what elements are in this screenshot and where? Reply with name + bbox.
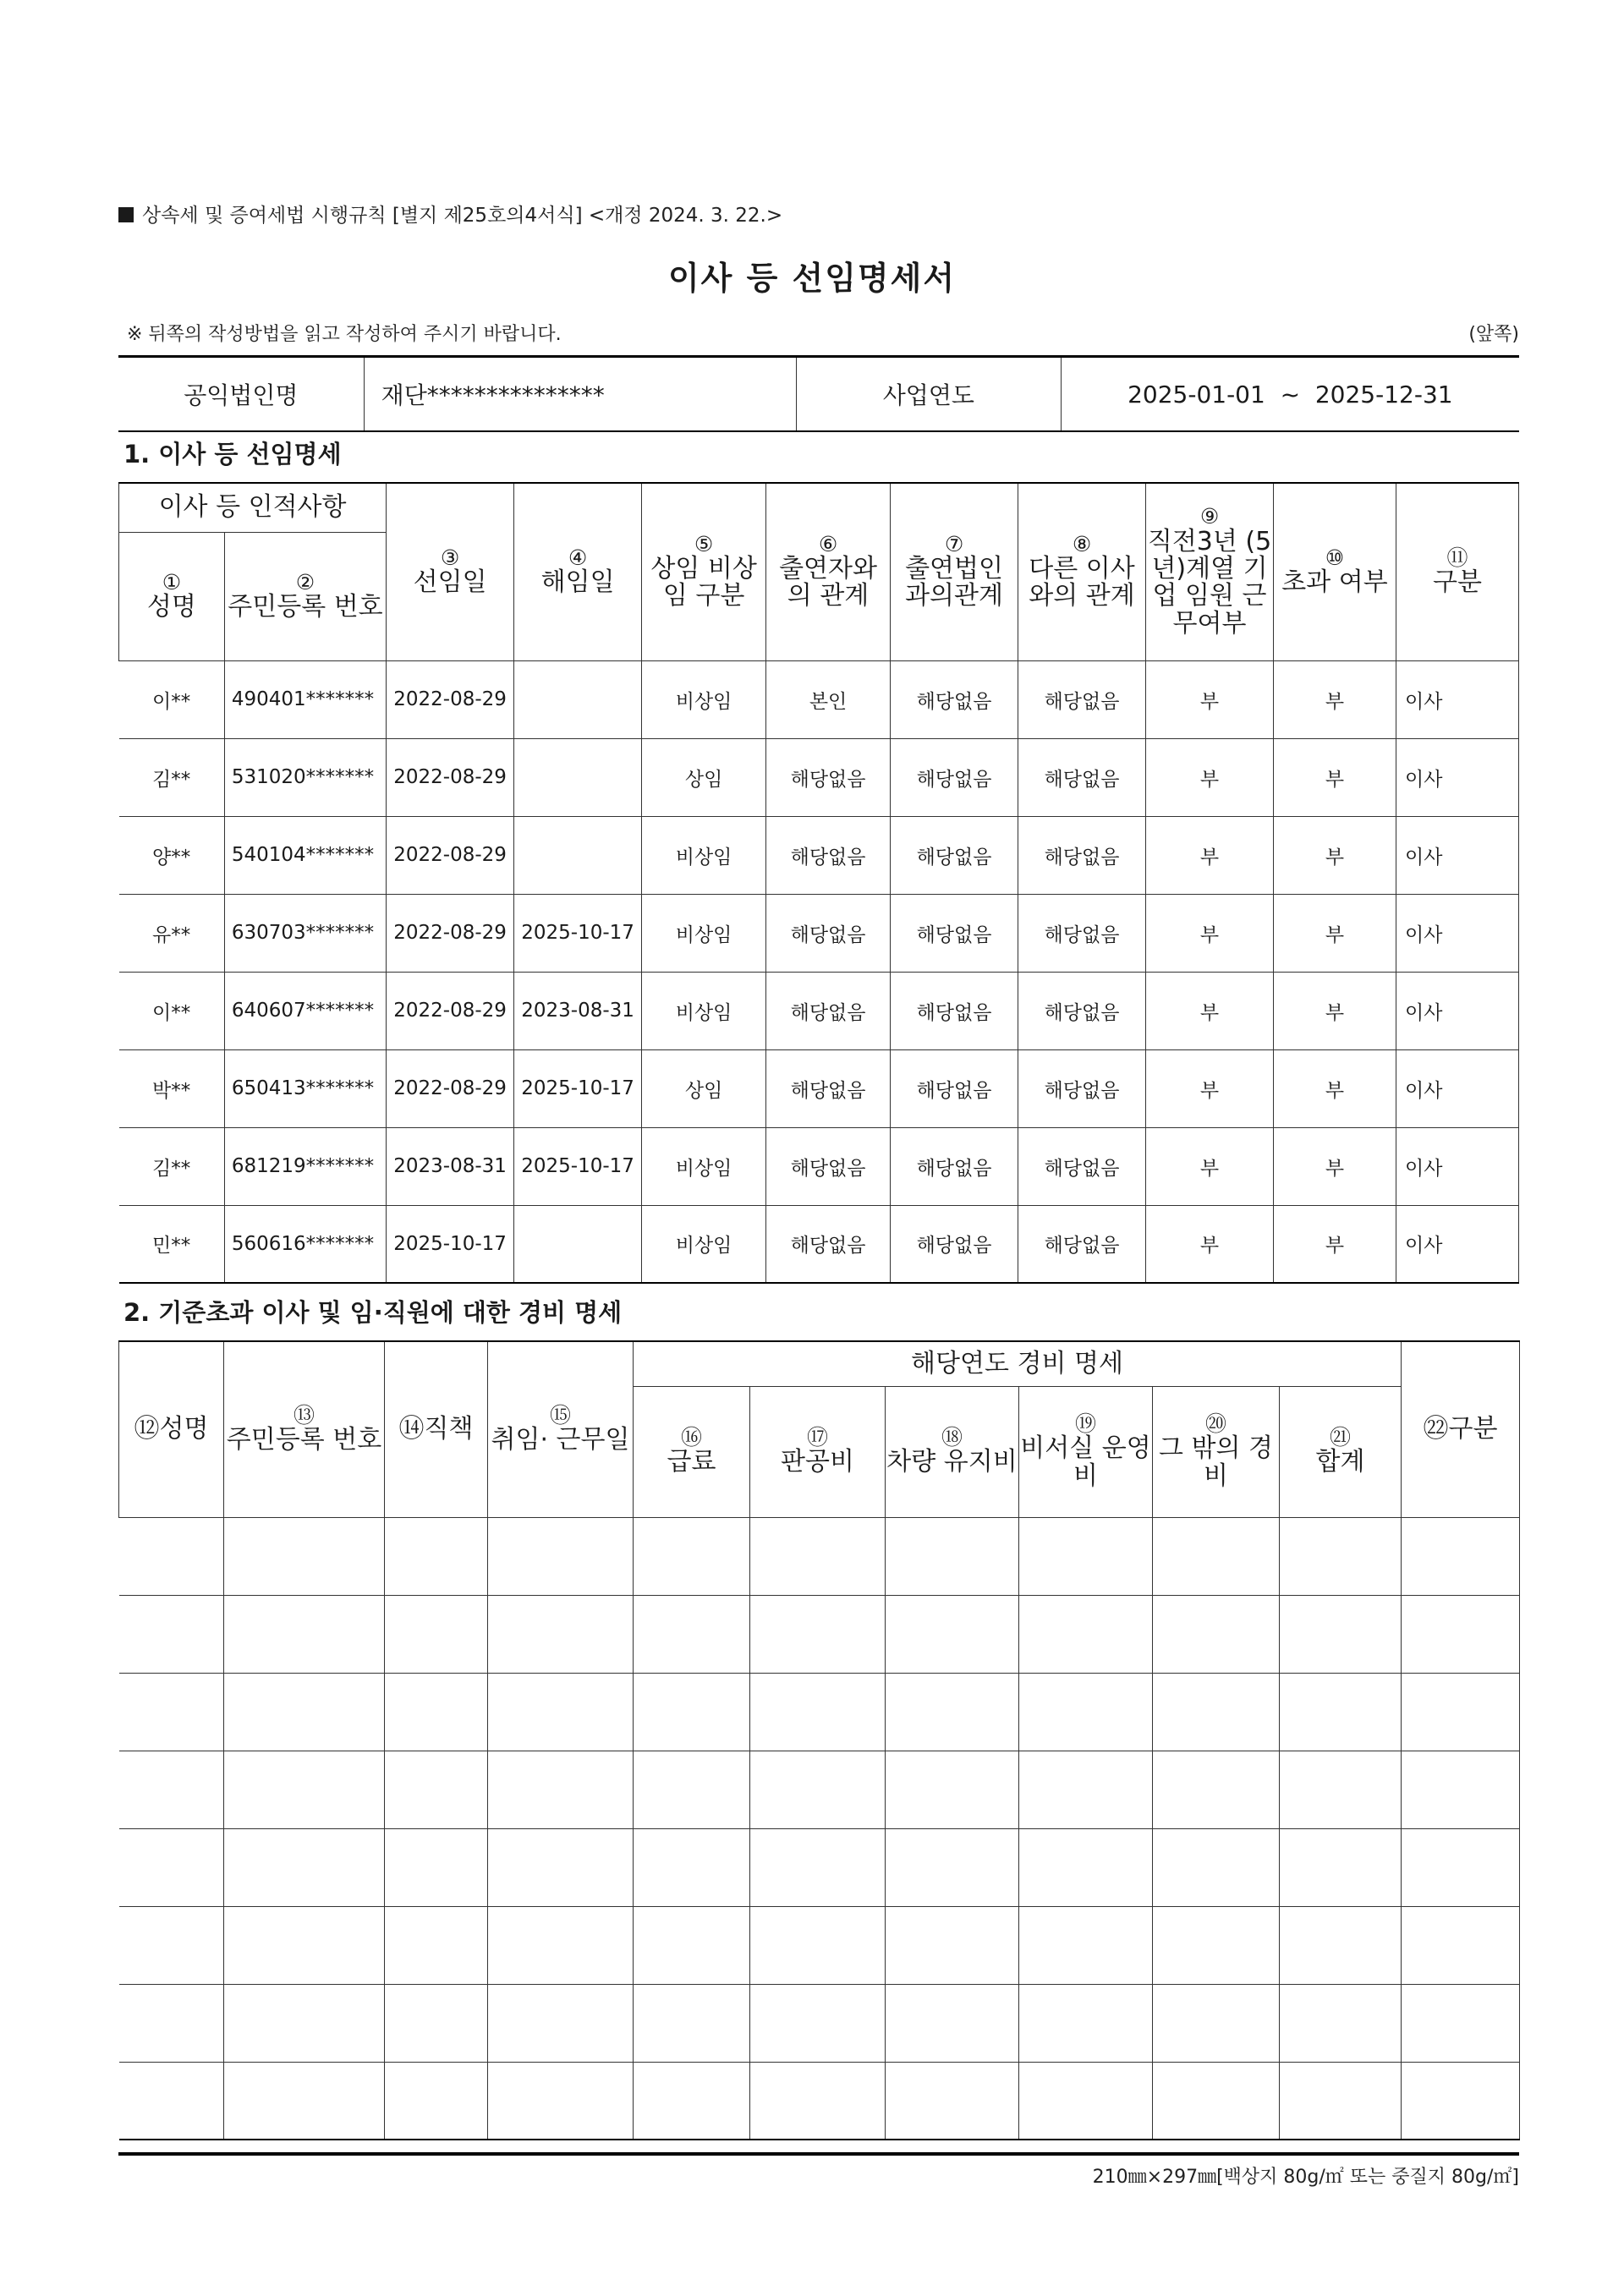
expense-cell-col13[interactable] — [224, 2062, 385, 2140]
director-cell-col7[interactable]: 해당없음 — [891, 816, 1018, 894]
expense-row — [119, 1984, 1520, 2062]
director-cell-col2[interactable]: 640607******* — [224, 972, 386, 1049]
expense-cell-col21[interactable] — [1280, 1751, 1402, 1828]
expense-cell-col14[interactable] — [385, 1673, 488, 1751]
expense-cell-col17[interactable] — [750, 1673, 886, 1751]
expense-cell-col20[interactable] — [1153, 1751, 1280, 1828]
col7-header: ⑦ 출연법인 과의관계 — [891, 483, 1018, 660]
expense-cell-col18[interactable] — [886, 1673, 1019, 1751]
col11-header: ⑪ 구분 — [1396, 483, 1518, 660]
expense-cell-col21[interactable] — [1280, 1906, 1402, 1984]
instruction-note: ※ 뒤쪽의 작성방법을 읽고 작성하여 주시기 바랍니다. — [127, 324, 562, 345]
director-cell-col4[interactable]: 2023-08-31 — [514, 972, 642, 1049]
expense-cell-col16[interactable] — [634, 1595, 750, 1673]
director-cell-col9[interactable]: 부 — [1146, 738, 1274, 816]
director-cell-col7[interactable]: 해당없음 — [891, 738, 1018, 816]
section1-title: 1. 이사 등 선임명세 — [123, 440, 342, 469]
director-cell-col3[interactable]: 2022-08-29 — [387, 738, 514, 816]
director-cell-col8[interactable]: 해당없음 — [1018, 738, 1146, 816]
expense-cell-col13[interactable] — [224, 1828, 385, 1906]
director-cell-col3[interactable]: 2023-08-31 — [387, 1127, 514, 1205]
expense-cell-col22[interactable] — [1402, 1595, 1520, 1673]
col17-header: ⑰ 판공비 — [750, 1386, 886, 1517]
expense-cell-col22[interactable] — [1402, 1517, 1520, 1595]
expense-cell-col17[interactable] — [750, 1751, 886, 1828]
expense-cell-col13[interactable] — [224, 1673, 385, 1751]
director-cell-col6[interactable]: 본인 — [766, 660, 891, 738]
expense-cell-col12[interactable] — [119, 1906, 224, 1984]
director-cell-col3[interactable]: 2022-08-29 — [387, 660, 514, 738]
expense-cell-col17[interactable] — [750, 1828, 886, 1906]
expense-row — [119, 1751, 1520, 1828]
expense-cell-col21[interactable] — [1280, 2062, 1402, 2140]
expense-cell-col18[interactable] — [886, 1828, 1019, 1906]
expense-cell-col12[interactable] — [119, 1984, 224, 2062]
director-cell-col4[interactable]: 2025-10-17 — [514, 1127, 642, 1205]
expense-cell-col14[interactable] — [385, 1517, 488, 1595]
expense-cell-col15[interactable] — [488, 1517, 634, 1595]
director-row — [119, 1127, 1519, 1205]
director-cell-col5[interactable]: 비상임 — [642, 816, 766, 894]
director-cell-col9[interactable]: 부 — [1146, 972, 1274, 1049]
director-cell-col6[interactable]: 해당없음 — [766, 894, 891, 972]
section2-title: 2. 기준초과 이사 및 임·직원에 대한 경비 명세 — [123, 1298, 623, 1327]
page-side-label: (앞쪽) — [1468, 324, 1519, 345]
col6-header: ⑥ 출연자와 의 관계 — [766, 483, 891, 660]
bottom-rule — [118, 2152, 1519, 2156]
expense-cell-col19[interactable] — [1019, 1751, 1153, 1828]
expense-cell-col20[interactable] — [1153, 2062, 1280, 2140]
director-cell-col5[interactable]: 상임 — [642, 738, 766, 816]
director-row — [119, 816, 1519, 894]
col18-header: ⑱ 차량 유지비 — [886, 1386, 1019, 1517]
director-cell-col7[interactable]: 해당없음 — [891, 894, 1018, 972]
expense-cell-col14[interactable] — [385, 1906, 488, 1984]
expense-cell-col22[interactable] — [1402, 1673, 1520, 1751]
director-cell-col9[interactable]: 부 — [1146, 1049, 1274, 1127]
expense-cell-col19[interactable] — [1019, 1984, 1153, 2062]
director-cell-col5[interactable]: 비상임 — [642, 1205, 766, 1283]
director-cell-col3[interactable]: 2022-08-29 — [387, 894, 514, 972]
expense-cell-col13[interactable] — [224, 1984, 385, 2062]
director-cell-col1[interactable]: 김** — [119, 738, 225, 816]
expense-row — [119, 1828, 1520, 1906]
expense-cell-col18[interactable] — [886, 1984, 1019, 2062]
col15-header: ⑮ 취임· 근무일 — [488, 1341, 634, 1517]
director-cell-col5[interactable]: 비상임 — [642, 660, 766, 738]
expense-cell-col14[interactable] — [385, 1984, 488, 2062]
director-cell-col9[interactable]: 부 — [1146, 660, 1274, 738]
expense-cell-col22[interactable] — [1402, 1751, 1520, 1828]
director-cell-col9[interactable]: 부 — [1146, 894, 1274, 972]
regulation-text: 상속세 및 증여세법 시행규칙 [별지 제25호의4서식] <개정 2024. 3. 22.> — [142, 205, 783, 227]
expense-cell-col12[interactable] — [119, 1751, 224, 1828]
expense-cell-col16[interactable] — [634, 1984, 750, 2062]
col12-header: ⑫성명 — [119, 1341, 224, 1517]
square-bullet-icon — [118, 207, 134, 222]
col13-header: ⑬ 주민등록 번호 — [224, 1341, 385, 1517]
director-cell-col9[interactable]: 부 — [1146, 816, 1274, 894]
expense-cell-col21[interactable] — [1280, 1595, 1402, 1673]
personal-info-group-header: 이사 등 인적사항 — [119, 483, 387, 532]
paper-spec: 210㎜×297㎜[백상지 80g/㎡ 또는 중질지 80g/㎡] — [1092, 2167, 1519, 2188]
director-cell-col1[interactable]: 유** — [119, 894, 225, 972]
director-cell-col4[interactable] — [514, 660, 642, 738]
director-cell-col1[interactable]: 양** — [119, 816, 225, 894]
director-cell-col6[interactable]: 해당없음 — [766, 1127, 891, 1205]
col22-header: ㉒구분 — [1402, 1341, 1520, 1517]
expense-cell-col16[interactable] — [634, 1828, 750, 1906]
director-cell-col8[interactable]: 해당없음 — [1018, 1127, 1146, 1205]
director-cell-col4[interactable] — [514, 816, 642, 894]
director-cell-col10[interactable]: 부 — [1274, 1205, 1396, 1283]
director-cell-col2[interactable]: 540104******* — [224, 816, 386, 894]
expense-cell-col12[interactable] — [119, 1595, 224, 1673]
expense-cell-col15[interactable] — [488, 1595, 634, 1673]
expense-cell-col17[interactable] — [750, 2062, 886, 2140]
expense-cell-col19[interactable] — [1019, 1906, 1153, 1984]
expense-row — [119, 1517, 1520, 1595]
expense-row — [119, 1595, 1520, 1673]
col10-header: ⑩ 초과 여부 — [1274, 483, 1396, 660]
expense-cell-col21[interactable] — [1280, 1673, 1402, 1751]
expense-cell-col17[interactable] — [750, 1517, 886, 1595]
director-cell-col3[interactable]: 2025-10-17 — [387, 1205, 514, 1283]
director-cell-col9[interactable]: 부 — [1146, 1127, 1274, 1205]
expense-cell-col12[interactable] — [119, 2062, 224, 2140]
expense-cell-col18[interactable] — [886, 1751, 1019, 1828]
expense-cell-col16[interactable] — [634, 1751, 750, 1828]
expense-cell-col14[interactable] — [385, 2062, 488, 2140]
expense-cell-col15[interactable] — [488, 2062, 634, 2140]
director-cell-col2[interactable]: 630703******* — [224, 894, 386, 972]
col21-header: ㉑ 합계 — [1280, 1386, 1402, 1517]
expense-table — [118, 1340, 1520, 2140]
director-row — [119, 894, 1519, 972]
director-cell-col11[interactable]: 이사 — [1396, 1205, 1518, 1283]
expense-cell-col13[interactable] — [224, 1906, 385, 1984]
expense-cell-col12[interactable] — [119, 1673, 224, 1751]
corp-name-value[interactable]: 재단*************** — [365, 358, 797, 430]
expense-cell-col17[interactable] — [750, 1984, 886, 2062]
expense-cell-col18[interactable] — [886, 1517, 1019, 1595]
expense-cell-col15[interactable] — [488, 1828, 634, 1906]
director-row — [119, 972, 1519, 1049]
director-cell-col11[interactable]: 이사 — [1396, 738, 1518, 816]
director-cell-col7[interactable]: 해당없음 — [891, 972, 1018, 1049]
col20-header: ⑳ 그 밖의 경비 — [1153, 1386, 1280, 1517]
director-cell-col4[interactable]: 2025-10-17 — [514, 894, 642, 972]
expense-cell-col22[interactable] — [1402, 2062, 1520, 2140]
director-cell-col6[interactable]: 해당없음 — [766, 816, 891, 894]
director-cell-col6[interactable]: 해당없음 — [766, 738, 891, 816]
director-cell-col8[interactable]: 해당없음 — [1018, 660, 1146, 738]
expense-cell-col19[interactable] — [1019, 1517, 1153, 1595]
director-cell-col11[interactable]: 이사 — [1396, 816, 1518, 894]
expense-group-header: 해당연도 경비 명세 — [634, 1341, 1402, 1386]
director-cell-col2[interactable]: 531020******* — [224, 738, 386, 816]
expense-cell-col18[interactable] — [886, 1595, 1019, 1673]
col16-header: ⑯ 급료 — [634, 1386, 750, 1517]
col3-header: ③ 선임일 — [387, 483, 514, 660]
director-cell-col2[interactable]: 650413******* — [224, 1049, 386, 1127]
col19-header: ⑲ 비서실 운영비 — [1019, 1386, 1153, 1517]
director-cell-col7[interactable]: 해당없음 — [891, 1049, 1018, 1127]
director-cell-col5[interactable]: 비상임 — [642, 894, 766, 972]
director-row — [119, 1049, 1519, 1127]
director-cell-col7[interactable]: 해당없음 — [891, 1205, 1018, 1283]
director-cell-col1[interactable]: 박** — [119, 1049, 225, 1127]
director-cell-col5[interactable]: 비상임 — [642, 1127, 766, 1205]
expense-cell-col22[interactable] — [1402, 1984, 1520, 2062]
director-row — [119, 738, 1519, 816]
director-cell-col3[interactable]: 2022-08-29 — [387, 972, 514, 1049]
director-cell-col2[interactable]: 560616******* — [224, 1205, 386, 1283]
expense-cell-col20[interactable] — [1153, 1906, 1280, 1984]
expense-cell-col13[interactable] — [224, 1595, 385, 1673]
director-cell-col9[interactable]: 부 — [1146, 1205, 1274, 1283]
expense-cell-col17[interactable] — [750, 1906, 886, 1984]
director-cell-col1[interactable]: 김** — [119, 1127, 225, 1205]
director-cell-col1[interactable]: 이** — [119, 660, 225, 738]
director-cell-col5[interactable]: 비상임 — [642, 972, 766, 1049]
director-cell-col8[interactable]: 해당없음 — [1018, 894, 1146, 972]
col2-header: ② 주민등록 번호 — [224, 532, 386, 660]
director-cell-col2[interactable]: 490401******* — [224, 660, 386, 738]
expense-cell-col13[interactable] — [224, 1517, 385, 1595]
director-cell-col11[interactable]: 이사 — [1396, 660, 1518, 738]
expense-cell-col21[interactable] — [1280, 1828, 1402, 1906]
expense-cell-col13[interactable] — [224, 1751, 385, 1828]
expense-cell-col22[interactable] — [1402, 1828, 1520, 1906]
expense-cell-col20[interactable] — [1153, 1595, 1280, 1673]
director-row — [119, 660, 1519, 738]
expense-cell-col15[interactable] — [488, 1751, 634, 1828]
director-cell-col11[interactable]: 이사 — [1396, 1049, 1518, 1127]
expense-cell-col15[interactable] — [488, 1984, 634, 2062]
director-table-body — [119, 660, 1519, 1283]
page-title: 이사 등 선임명세서 — [667, 260, 957, 297]
col8-header: ⑧ 다른 이사와의 관계 — [1018, 483, 1146, 660]
director-cell-col2[interactable]: 681219******* — [224, 1127, 386, 1205]
expense-cell-col18[interactable] — [886, 1906, 1019, 1984]
expense-cell-col22[interactable] — [1402, 1906, 1520, 1984]
director-cell-col1[interactable]: 민** — [119, 1205, 225, 1283]
director-cell-col4[interactable]: 2025-10-17 — [514, 1049, 642, 1127]
expense-cell-col15[interactable] — [488, 1673, 634, 1751]
director-cell-col1[interactable]: 이** — [119, 972, 225, 1049]
expense-cell-col16[interactable] — [634, 2062, 750, 2140]
expense-row — [119, 2062, 1520, 2140]
expense-cell-col20[interactable] — [1153, 1984, 1280, 2062]
expense-cell-col15[interactable] — [488, 1906, 634, 1984]
expense-cell-col18[interactable] — [886, 2062, 1019, 2140]
expense-cell-col21[interactable] — [1280, 1517, 1402, 1595]
expense-cell-col14[interactable] — [385, 1751, 488, 1828]
expense-cell-col12[interactable] — [119, 1517, 224, 1595]
director-cell-col6[interactable]: 해당없음 — [766, 972, 891, 1049]
expense-cell-col16[interactable] — [634, 1517, 750, 1595]
director-cell-col8[interactable]: 해당없음 — [1018, 1049, 1146, 1127]
director-cell-col7[interactable]: 해당없음 — [891, 1127, 1018, 1205]
director-cell-col5[interactable]: 상임 — [642, 1049, 766, 1127]
director-cell-col8[interactable]: 해당없음 — [1018, 816, 1146, 894]
regulation-line — [118, 200, 782, 227]
info-bar — [118, 355, 1519, 432]
director-cell-col8[interactable]: 해당없음 — [1018, 972, 1146, 1049]
director-cell-col10[interactable]: 부 — [1274, 660, 1396, 738]
director-cell-col11[interactable]: 이사 — [1396, 1127, 1518, 1205]
expense-cell-col12[interactable] — [119, 1828, 224, 1906]
fiscal-year-label: 사업연도 — [797, 358, 1062, 430]
director-cell-col3[interactable]: 2022-08-29 — [387, 1049, 514, 1127]
director-cell-col10[interactable]: 부 — [1274, 738, 1396, 816]
corp-name-label: 공익법인명 — [118, 358, 365, 430]
expense-cell-col19[interactable] — [1019, 1595, 1153, 1673]
expense-cell-col16[interactable] — [634, 1673, 750, 1751]
director-cell-col11[interactable]: 이사 — [1396, 894, 1518, 972]
col5-header: ⑤ 상임 비상임 구분 — [642, 483, 766, 660]
col1-header: ① 성명 — [119, 532, 225, 660]
director-cell-col7[interactable]: 해당없음 — [891, 660, 1018, 738]
director-cell-col10[interactable]: 부 — [1274, 894, 1396, 972]
expense-cell-col20[interactable] — [1153, 1517, 1280, 1595]
expense-cell-col14[interactable] — [385, 1595, 488, 1673]
expense-row — [119, 1673, 1520, 1751]
director-cell-col4[interactable] — [514, 738, 642, 816]
col4-header: ④ 해임일 — [514, 483, 642, 660]
director-cell-col11[interactable]: 이사 — [1396, 972, 1518, 1049]
expense-cell-col19[interactable] — [1019, 1673, 1153, 1751]
director-cell-col10[interactable]: 부 — [1274, 816, 1396, 894]
expense-cell-col17[interactable] — [750, 1595, 886, 1673]
expense-cell-col20[interactable] — [1153, 1673, 1280, 1751]
director-cell-col8[interactable]: 해당없음 — [1018, 1205, 1146, 1283]
expense-cell-col21[interactable] — [1280, 1984, 1402, 2062]
director-cell-col6[interactable]: 해당없음 — [766, 1205, 891, 1283]
fiscal-year-value[interactable]: 2025-01-01 ~ 2025-12-31 — [1127, 380, 1453, 408]
expense-cell-col14[interactable] — [385, 1828, 488, 1906]
col9-header: ⑨ 직전3년 (5년)계열 기업 임원 근무여부 — [1146, 483, 1274, 660]
expense-cell-col16[interactable] — [634, 1906, 750, 1984]
director-cell-col6[interactable]: 해당없음 — [766, 1049, 891, 1127]
director-cell-col4[interactable] — [514, 1205, 642, 1283]
expense-row — [119, 1906, 1520, 1984]
director-cell-col10[interactable]: 부 — [1274, 1127, 1396, 1205]
director-row — [119, 1205, 1519, 1283]
director-cell-col3[interactable]: 2022-08-29 — [387, 816, 514, 894]
col14-header: ⑭직책 — [385, 1341, 488, 1517]
expense-cell-col19[interactable] — [1019, 2062, 1153, 2140]
director-cell-col10[interactable]: 부 — [1274, 972, 1396, 1049]
expense-cell-col19[interactable] — [1019, 1828, 1153, 1906]
director-table — [118, 482, 1519, 1284]
expense-table-body — [119, 1517, 1520, 2140]
director-cell-col10[interactable]: 부 — [1274, 1049, 1396, 1127]
expense-cell-col20[interactable] — [1153, 1828, 1280, 1906]
